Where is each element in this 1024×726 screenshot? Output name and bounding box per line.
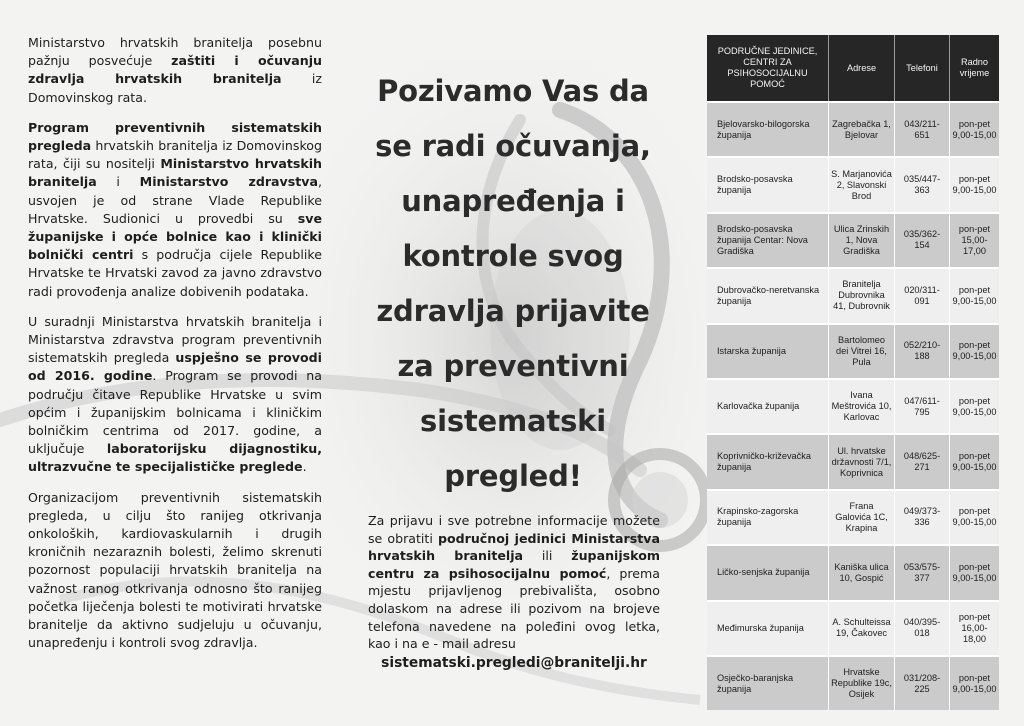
table-row	[707, 323, 999, 378]
bold-span: laboratorijsku dijagnostiku, ultrazvučne te specijalističke preglede	[28, 441, 322, 475]
address-cell: S. Marjanovića 2, Slavonski Brod	[829, 158, 895, 211]
bold-span: uspješno se provodi od 2016. godine	[28, 350, 322, 384]
hours-cell: pon-pet 9,00-15,00	[952, 672, 997, 694]
program-paragraph	[28, 119, 322, 301]
text-span: iz Domovinskog rata.	[28, 71, 322, 105]
text-span: Ministarstvo hrvatskih branitelja posebnu pažnju posvećuje	[28, 35, 322, 69]
offices-table	[707, 35, 999, 710]
text-span: i	[96, 174, 140, 190]
unit-cell: Brodsko-posavska županija	[707, 158, 829, 211]
address-cell: Branitelja Dubrovnika 41, Dubrovnik	[829, 269, 895, 322]
headline-line: pregled!	[444, 459, 582, 493]
text-span: .	[302, 459, 307, 475]
unit-cell: Dubrovačko-neretvanska županija	[707, 269, 829, 322]
table-row	[707, 489, 999, 544]
phone-cell: 047/611-795	[895, 380, 950, 433]
bold-span: Ministarstvo zdravstva	[139, 174, 318, 190]
table-row	[707, 267, 999, 322]
text-span: U suradnji Ministarstva hrvatskih branitelja i Ministarstva zdravstva program preventivnih sistematskih pregleda	[28, 313, 322, 366]
hours-cell: pon-pet 9,00-15,00	[952, 118, 997, 140]
table-row	[707, 655, 999, 710]
left-column-text	[28, 34, 322, 665]
phone-cell: 052/210-188	[895, 325, 950, 378]
unit-cell: Koprivničko-križevačka županija	[707, 435, 829, 488]
hours-cell: pon-pet 9,00-15,00	[952, 506, 997, 528]
table-row	[707, 378, 999, 433]
address-cell: Frana Galovića 1C, Krapina	[829, 491, 895, 544]
headline-line: Pozivamo Vas da	[377, 74, 649, 108]
headline-line: kontrole svog	[402, 239, 624, 273]
phone-cell: 031/208-225	[895, 657, 950, 710]
table-row	[707, 600, 999, 655]
hours-cell: pon-pet 9,00-15,00	[952, 451, 997, 473]
table-row	[707, 433, 999, 488]
header-units: PODRUČNE JEDINICE, CENTRI ZA PSIHOSOCIJALNU POMOĆ	[707, 35, 829, 101]
bold-span: županijskom centru za psihosocijalnu pomoć	[368, 548, 660, 581]
phone-cell: 040/395-018	[895, 602, 950, 655]
hours-cell: pon-pet 9,00-15,00	[952, 561, 997, 583]
headline-line: sistematski	[420, 404, 606, 438]
phone-cell: 048/625-271	[895, 435, 950, 488]
cooperation-paragraph	[28, 313, 322, 477]
hours-cell: pon-pet 15,00-17,00	[958, 223, 991, 256]
text-span: ili	[523, 548, 572, 564]
bold-span: područnoj jedinici Ministarstva hrvatskih branitelja	[368, 530, 660, 564]
address-cell: Ivana Meštrovića 10, Karlovac	[829, 380, 895, 433]
phone-cell: 043/211-651	[895, 103, 950, 156]
intro-paragraph	[28, 34, 322, 107]
bold-span: Ministarstvo hrvatskih branitelja	[28, 156, 322, 190]
text-span: , usvojen je od strane Vlade Republike Hrvatske. Sudionici u provedbi su	[28, 174, 322, 226]
unit-cell: Osječko-baranjska županija	[707, 657, 829, 710]
unit-cell: Bjelovarsko-bilogorska županija	[707, 103, 829, 156]
table-row	[707, 101, 999, 156]
hours-cell: pon-pet 16,00-18,00	[958, 611, 991, 644]
unit-cell: Međimurska županija	[707, 602, 829, 655]
address-cell: A. Schulteissa 19, Čakovec	[829, 602, 895, 655]
address-cell: Ul. hrvatske državnosti 7/1, Koprivnica	[829, 435, 895, 488]
text-span: hrvatskih branitelja iz Domovinskog rata, čiji su nositelji	[28, 138, 322, 172]
unit-cell: Istarska županija	[707, 325, 829, 378]
headline-line: unapređenja i	[401, 184, 625, 218]
phone-cell: 035/447-363	[895, 158, 950, 211]
headline-line: se radi očuvanja,	[375, 129, 651, 163]
hours-cell: pon-pet 9,00-15,00	[952, 340, 997, 362]
text-span: , prema mjestu prijavljenog prebivališta, osobno dolaskom na adrese ili pozivom na brojeve telefona navedene na poleđini ovog letka, kao i na e - mail adresu	[368, 565, 660, 652]
organization-paragraph: Organizacijom preventivnih sistematskih pregleda, u cilju što ranijeg otkrivanja onkoloških, kardiovaskularnih i drugih kroničnih nezaraznih bolesti, želimo skrenuti pozornost populaciji hrvatskih branitelja na važnost ranog otkrivanja odnosno što ranijeg početka liječenja bolesti te motivirati hrvatske branitelje da aktivno sudjeluju u očuvanju, unapređenju i kontroli svog zdravlja.	[28, 489, 322, 651]
address-cell: Hrvatske Republike 19c, Osijek	[829, 657, 895, 710]
hours-cell: pon-pet 9,00-15,00	[952, 395, 997, 417]
phone-cell: 035/362-154	[895, 214, 950, 267]
bold-span: Program preventivnih sistematskih pregleda	[28, 119, 322, 154]
address-cell: Bartolomeo dei Vitrei 16, Pula	[829, 325, 895, 378]
bold-span: sve županijske i opće bolnice kao i klinički bolnički centri	[28, 210, 322, 263]
bold-span: zaštiti i očuvanju zdravlja hrvatskih branitelja	[28, 53, 322, 87]
unit-cell: Krapinsko-zagorska županija	[707, 491, 829, 544]
hours-cell: pon-pet 9,00-15,00	[952, 174, 997, 196]
phone-cell: 020/311-091	[895, 269, 950, 322]
text-span: s područja cijele Republike Hrvatske te Hrvatski zavod za javno zdravstvo radi provođenja analize dobivenih podataka.	[28, 247, 322, 299]
text-span: . Program se provodi na području čitave Republike Hrvatske u svim općim i županijskim bolnicama i kliničkim bolničkim centrima od 2017. godine, a uključuje	[28, 368, 322, 457]
address-cell: Zagrebačka 1, Bjelovar	[829, 103, 895, 156]
contact-paragraph	[368, 512, 660, 672]
address-cell: Ulica Zrinskih 1, Nova Gradiška	[829, 214, 895, 267]
unit-cell: Ličko-senjska županija	[707, 546, 829, 599]
unit-cell: Brodsko-posavska županija Centar: Nova Gradiška	[707, 214, 829, 267]
email-address[interactable]: sistematski.pregledi@branitelji.hr	[381, 654, 647, 671]
phone-cell: 053/575-377	[895, 546, 950, 599]
headline	[368, 64, 658, 504]
table-row	[707, 212, 999, 267]
table-row	[707, 156, 999, 211]
hours-cell: pon-pet 9,00-15,00	[952, 284, 997, 306]
unit-cell: Karlovačka županija	[707, 380, 829, 433]
table-header-row	[707, 35, 999, 101]
headline-line: zdravlja prijavite	[376, 294, 650, 328]
header-hours: Radno vrijeme	[959, 57, 990, 78]
header-address: Adrese	[829, 35, 895, 101]
text-span: Za prijavu i sve potrebne informacije možete se obratiti	[368, 513, 660, 546]
phone-cell: 049/373-336	[895, 491, 950, 544]
table-body	[707, 101, 999, 710]
address-cell: Kaniška ulica 10, Gospić	[829, 546, 895, 599]
headline-line: za preventivni	[397, 349, 629, 383]
table-row	[707, 544, 999, 599]
header-phone: Telefoni	[895, 35, 950, 101]
